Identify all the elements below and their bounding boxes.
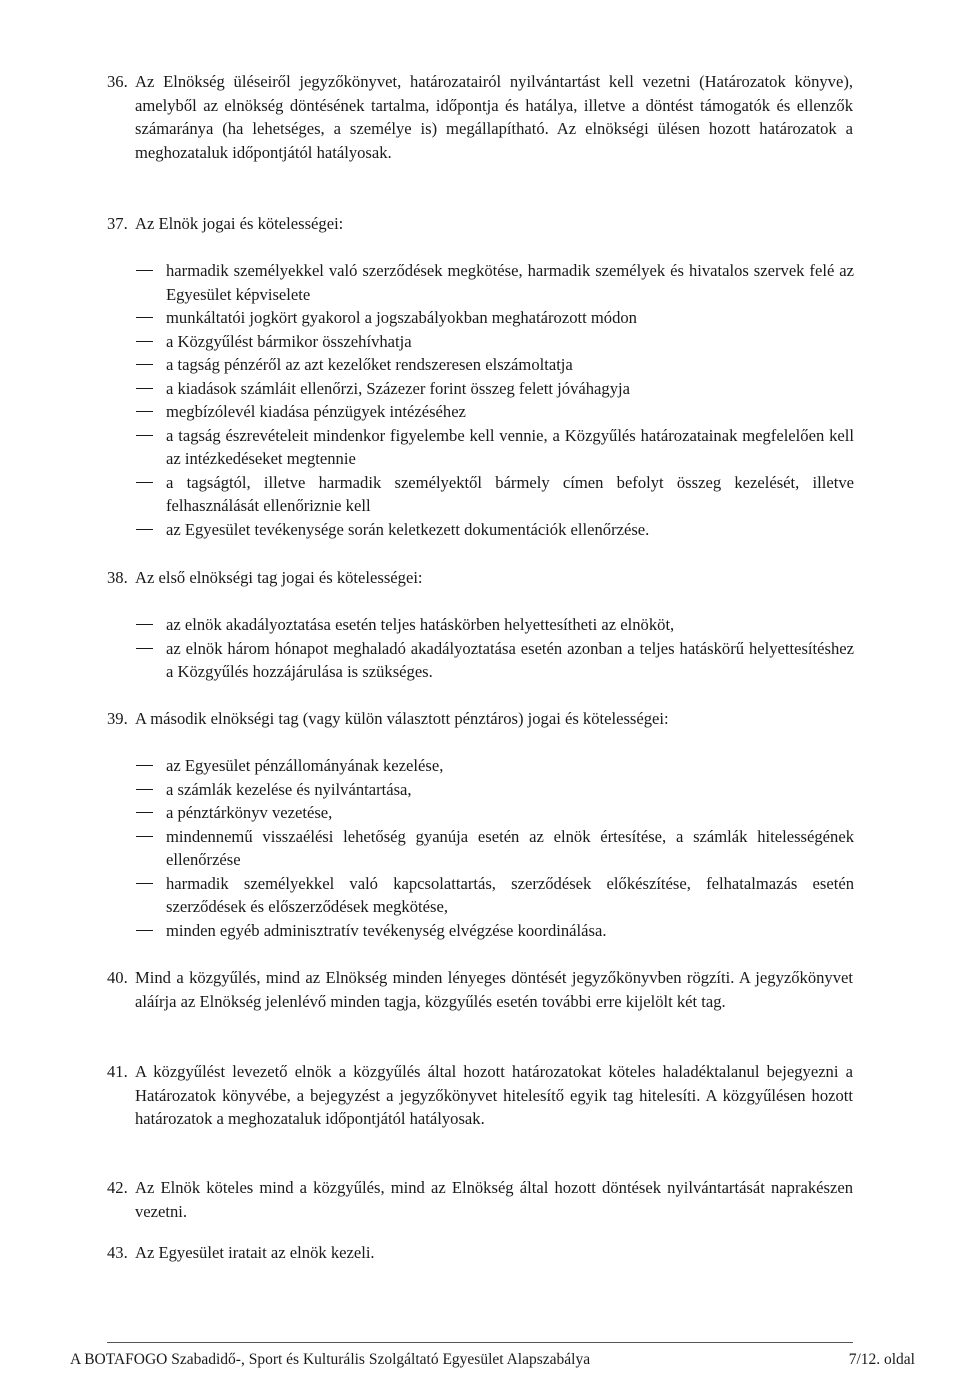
dash-bullet-icon xyxy=(136,435,153,436)
dash-bullet-icon xyxy=(136,930,153,931)
list-item: minden egyéb adminisztratív tevékenység elvégzése koordinálása. xyxy=(136,919,854,943)
dash-bullet-icon xyxy=(136,789,153,790)
section-number: 36. xyxy=(107,72,128,91)
section-38-heading xyxy=(107,566,853,590)
list-item: az elnök akadályoztatása esetén teljes hatáskörben helyettesítheti az elnököt, xyxy=(136,613,854,637)
list-item: az elnök három hónapot meghaladó akadályoztatása esetén azonban a teljes hatáskörű helyettesítéshez a Közgyűlés hozzájárulása is szükséges. xyxy=(136,637,854,684)
section-number: 41. xyxy=(107,1062,128,1081)
list-item: harmadik személyekkel való szerződések megkötése, harmadik személyek és hivatalos szervek felé az Egyesület képviselete xyxy=(136,259,854,306)
footer-divider xyxy=(107,1342,853,1343)
dash-bullet-icon xyxy=(136,341,153,342)
list-item: az Egyesület tevékenysége során keletkezett dokumentációk ellenőrzése. xyxy=(136,518,854,542)
section-number: 39. xyxy=(107,709,128,728)
section-text: Az Elnök köteles mind a közgyűlés, mind az Elnökség által hozott döntések nyilvántartását naprakészen vezetni. xyxy=(135,1178,853,1221)
list-item: harmadik személyekkel való kapcsolattartás, szerződések előkészítése, felhatalmazás esetén szerződések és előszerződések megkötése, xyxy=(136,872,854,919)
section-40 xyxy=(107,966,853,1013)
section-41 xyxy=(107,1060,853,1131)
section-text: Az Elnökség üléseiről jegyzőkönyvet, határozatairól nyilvántartást kell vezetni (Határozatok könyve), amelyből az elnökség döntésének tartalma, időpontja és hatálya, illetve a döntést támogatók és ellenzők számaránya (ha lehetséges, a személye is) megállapítható. Az elnökségi ülésen hozott határozatok a meghozataluk időpontjától hatályosak. xyxy=(135,72,853,162)
section-43 xyxy=(107,1241,853,1265)
section-37-heading xyxy=(107,212,853,236)
section-number: 38. xyxy=(107,568,128,587)
list-item: mindennemű visszaélési lehetőség gyanúja esetén az elnök értesítése, a számlák hitelességének ellenőrzése xyxy=(136,825,854,872)
section-number: 40. xyxy=(107,968,128,987)
dash-bullet-icon xyxy=(136,411,153,412)
list-item: a tagság észrevételeit mindenkor figyelembe kell vennie, a Közgyűlés határozatainak megfelelően kell az intézkedéseket megtennie xyxy=(136,424,854,471)
dash-bullet-icon xyxy=(136,765,153,766)
section-38-list xyxy=(136,613,854,684)
section-number: 42. xyxy=(107,1178,128,1197)
list-item: a kiadások számláit ellenőrzi, Százezer forint összeg felett jóváhagyja xyxy=(136,377,854,401)
footer-organization: A BOTAFOGO Szabadidő-, Sport és Kulturális Szolgáltató Egyesület Alapszabálya xyxy=(70,1351,591,1368)
section-number: 37. xyxy=(107,214,128,233)
list-item: megbízólevél kiadása pénzügyek intézéséhez xyxy=(136,400,854,424)
footer-page-number: 7/12. oldal xyxy=(848,1351,915,1368)
section-37-list xyxy=(136,259,854,541)
section-39-list xyxy=(136,754,854,942)
dash-bullet-icon xyxy=(136,317,153,318)
section-heading: Az első elnökségi tag jogai és kötelességei: xyxy=(135,568,423,587)
dash-bullet-icon xyxy=(136,364,153,365)
section-heading: Az Elnök jogai és kötelességei: xyxy=(135,214,344,233)
section-36 xyxy=(107,70,853,164)
section-heading: A második elnökségi tag (vagy külön választott pénztáros) jogai és kötelességei: xyxy=(135,709,669,728)
list-item: a tagságtól, illetve harmadik személyektől bármely címen befolyt összeg kezelését, illetve felhasználását ellenőriznie kell xyxy=(136,471,854,518)
dash-bullet-icon xyxy=(136,836,153,837)
list-item: a pénztárkönyv vezetése, xyxy=(136,801,854,825)
list-item: munkáltatói jogkört gyakorol a jogszabályokban meghatározott módon xyxy=(136,306,854,330)
list-item: a számlák kezelése és nyilvántartása, xyxy=(136,778,854,802)
dash-bullet-icon xyxy=(136,388,153,389)
dash-bullet-icon xyxy=(136,482,153,483)
dash-bullet-icon xyxy=(136,624,153,625)
dash-bullet-icon xyxy=(136,529,153,530)
dash-bullet-icon xyxy=(136,812,153,813)
section-39-heading xyxy=(107,707,853,731)
dash-bullet-icon xyxy=(136,883,153,884)
section-text: Az Egyesület iratait az elnök kezeli. xyxy=(135,1243,375,1262)
section-text: Mind a közgyűlés, mind az Elnökség minden lényeges döntését jegyzőkönyvben rögzíti. A jegyzőkönyvet aláírja az Elnökség jelenlévő minden tagja, közgyűlés esetén további erre kijelölt két tag. xyxy=(135,968,853,1011)
list-item: az Egyesület pénzállományának kezelése, xyxy=(136,754,854,778)
list-item: a Közgyűlést bármikor összehívhatja xyxy=(136,330,854,354)
dash-bullet-icon xyxy=(136,270,153,271)
section-text: A közgyűlést levezető elnök a közgyűlés által hozott határozatokat köteles haladéktalanul bejegyezni a Határozatok könyvébe, a bejegyzést a jegyzőkönyvet hitelesítő egyik tag hitelesíti. A közgyűlésen hozott határozatok a meghozataluk időpontjától hatályosak. xyxy=(135,1062,853,1128)
list-item: a tagság pénzéről az azt kezelőket rendszeresen elszámoltatja xyxy=(136,353,854,377)
dash-bullet-icon xyxy=(136,648,153,649)
section-number: 43. xyxy=(107,1243,128,1262)
section-42 xyxy=(107,1176,853,1223)
